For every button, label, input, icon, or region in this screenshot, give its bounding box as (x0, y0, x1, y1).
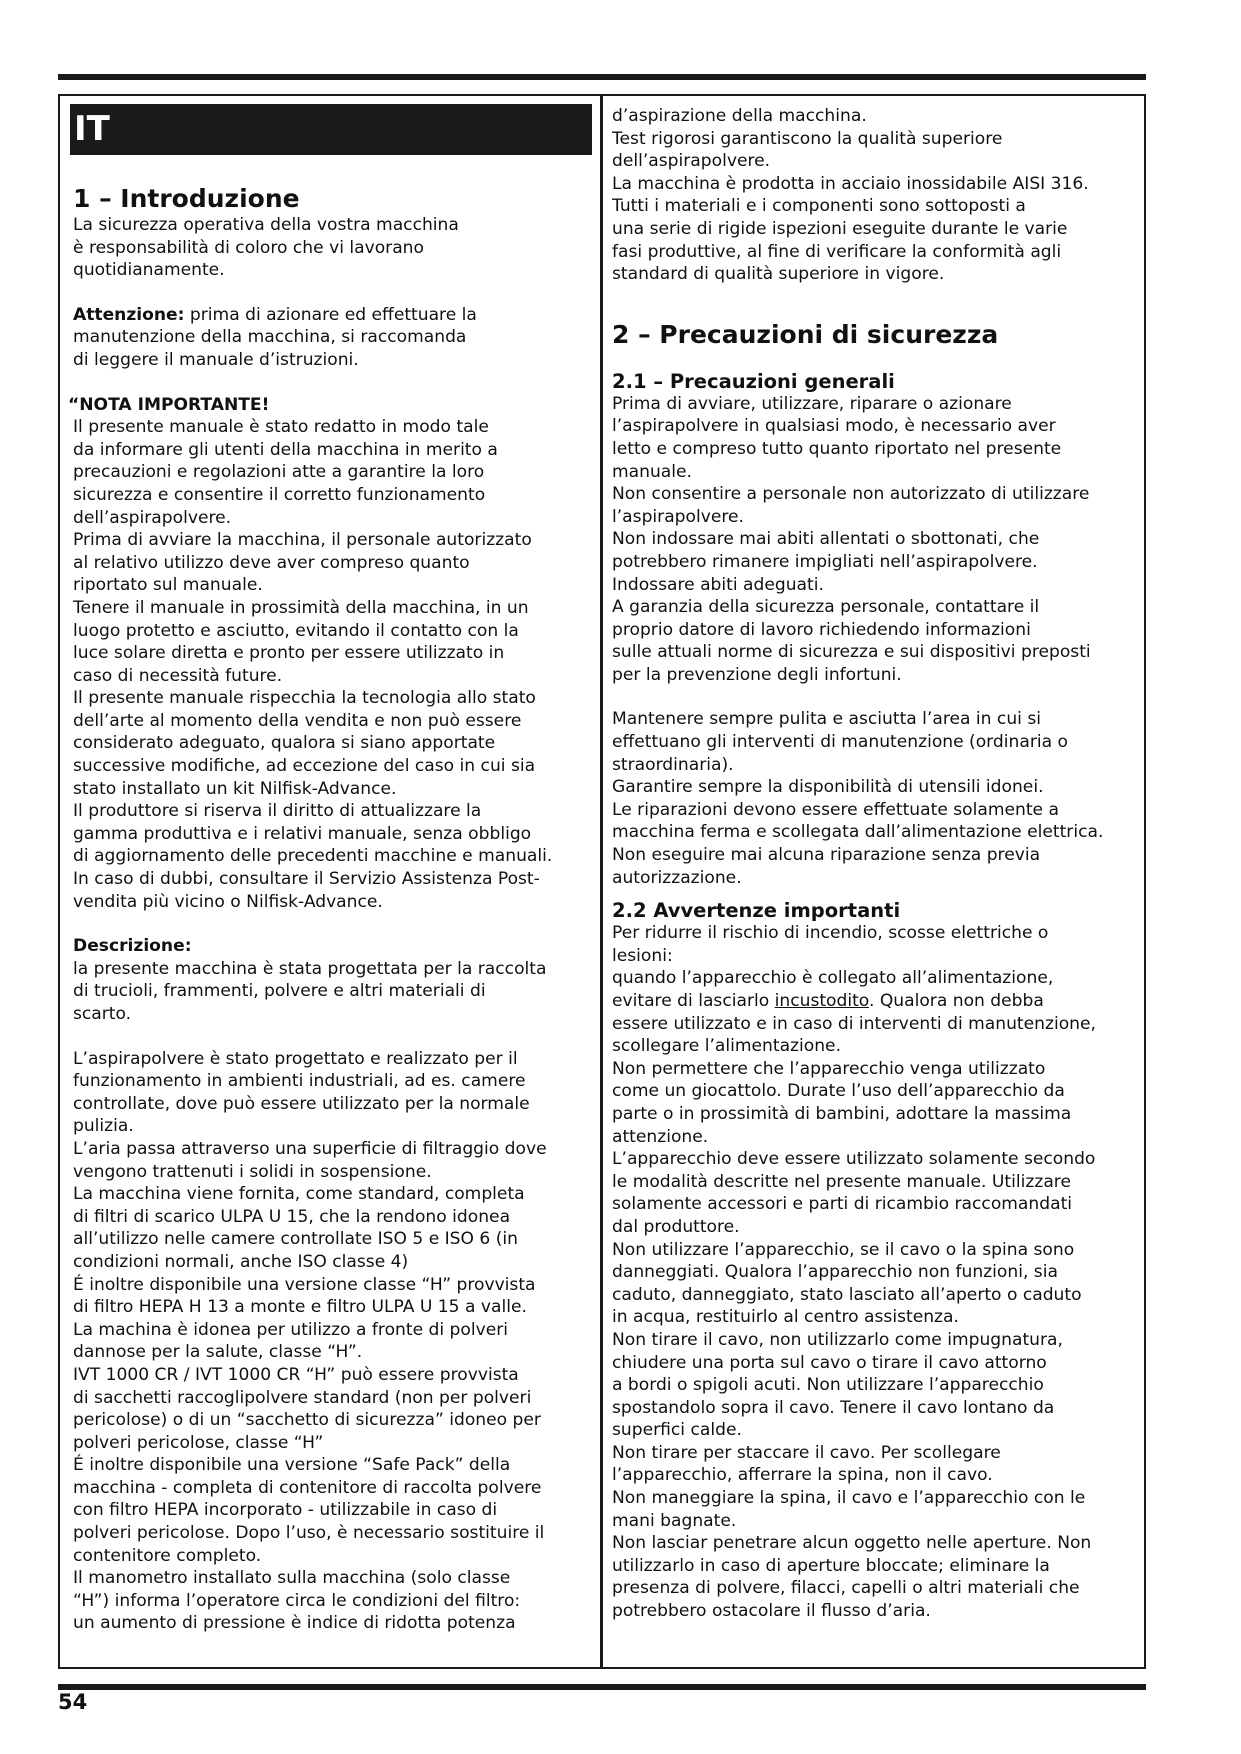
attention-text: prima di azionare ed effettuare la manutenzione della macchina, si raccomanda di leggere il manuale d’istruzioni. (73, 304, 477, 370)
intro-paragraph: La sicurezza operativa della vostra macchina è responsabilità di coloro che vi lavorano quotidianamente. (73, 215, 459, 281)
column-divider (600, 94, 603, 1669)
top-rule (58, 74, 1146, 80)
attention-label: Attenzione: (73, 304, 185, 325)
left-column (68, 104, 593, 1635)
language-tag: IT (70, 104, 592, 155)
subsection-2-1-text: Prima di avviare, utilizzare, riparare o azionare l’aspirapolvere in qualsiasi modo, è necessario aver letto e compreso tutto quanto riportato nel presente manuale. Non consentire a personale non autorizzato di utilizzare l’aspirapolvere. Non indossare mai abiti allentati o sbottonati, che potrebbero rimanere impigliati nell’aspirapolvere. Indossare abiti adeguati. A garanzia della sicurezza personale, contattare il proprio datore di lavoro richiedendo informazioni sulle attuali norme di sicurezza e sui dispositivi preposti per la prevenzione degli infortuni. (612, 393, 1091, 685)
right-column (612, 105, 1142, 1623)
subsection-2-2-title: 2.2 Avvertenze importanti (612, 899, 901, 923)
subsection-2-1-text-2: Mantenere sempre pulita e asciutta l’area in cui si effettuano gli interventi di manutenzione (ordinaria o straordinaria). Garantire sempre la disponibilità di utensili idonei. Le riparazioni devono essere effettuate solamente a macchina ferma e scollegata dall’alimentazione elettrica. Non eseguire mai alcuna riparazione senza previa autorizzazione. (612, 709, 1104, 888)
left-body-text: L’aspirapolvere è stato progettato e realizzato per il funzionamento in ambienti industriali, ad es. camere controllate, dove può essere utilizzato per la normale pulizia. L’aria passa attraverso una superficie di filtraggio dove vengono trattenuti i solidi in sospensione. La macchina viene fornita, come standard, completa di filtri di scarico ULPA U 15, che la rendono idonea all’utilizzo nelle camere controllate ISO 5 e ISO 6 (in condizioni normali, anche ISO classe 4) É inoltre disponibile una versione classe “H” provvista di filtro HEPA H 13 a monte e filtro ULPA U 15 a valle. La machina è idonea per utilizzo a fronte di polveri dannose per la salute, classe “H”. IVT 1000 CR / IVT 1000 CR “H” può essere provvista di sacchetti raccoglipolvere standard (non per polveri pericolose) o di un “sacchetto di sicurezza” idoneo per polveri pericolose, classe “H” É inoltre disponibile una versione “Safe Pack” della macchina - completa di contenitore di raccolta polvere con filtro HEPA incorporato - utilizzabile in caso di polveri pericolose. Dopo l’uso, è necessario sostituire il contenitore completo. Il manometro installato sulla macchina (solo classe “H”) informa l’operatore circa le condizioni del filtro: un aumento di pressione è indice di ridotta potenza (73, 1048, 547, 1634)
bottom-rule (58, 1684, 1146, 1690)
section-1-title: 1 – Introduzione (73, 184, 300, 213)
subsection-2-2-text-a: Per ridurre il rischio di incendio, scosse elettriche o lesioni: quando l’apparecchio è collegato all’alimentazione, evitare di lasciarlo (612, 923, 1054, 1011)
subsection-2-2-text-b: . Qualora non debba essere utilizzato e in caso di interventi di manutenzione, scollegare l’alimentazione. Non permettere che l’apparecchio venga utilizzato come un giocattolo. Durate l’uso dell’apparecchio da parte o in prossimità di bambini, adottare la massima attenzione. L’apparecchio deve essere utilizzato solamente secondo le modalità descritte nel presente manuale. Utilizzare solamente accessori e parti di ricambio raccomandati dal produttore. Non utilizzare l’apparecchio, se il cavo o la spina sono danneggiati. Qualora l’apparecchio non funzioni, sia caduto, danneggiato, stato lasciato all’aperto o caduto in acqua, restituirlo al centro assistenza. Non tirare il cavo, non utilizzarlo come impugnatura, chiudere una porta sul cavo o tirare il cavo attorno a bordi o spigoli acuti. Non utilizzare l’apparecchio spostandolo sopra il cavo. Tenere il cavo lontano da superfici calde. Non tirare per staccare il cavo. Per scollegare l’apparecchio, afferrare la spina, non il cavo. Non maneggiare la spina, il cavo e l’apparecchio con le mani bagnate. Non lasciar penetrare alcun oggetto nelle aperture. Non utilizzarlo in caso di aperture bloccate; eliminare la presenza di polvere, filacci, capelli o altri materiali che potrebbero ostacolare il flusso d’aria. (612, 991, 1096, 1622)
continued-text: d’aspirazione della macchina. Test rigorosi garantiscono la qualità superiore dell’aspirapolvere. La macchina è prodotta in acciaio inossidabile AISI 316. Tutti i materiali e i componenti sono sottoposti a una serie di rigide ispezioni eseguite durante le varie fasi produttive, al fine di verificare la conformità agli standard di qualità superiore in vigore. (612, 106, 1089, 285)
section-2-title: 2 – Precauzioni di sicurezza (612, 319, 999, 349)
attention-paragraph (73, 304, 593, 372)
subsection-2-1-title: 2.1 – Precauzioni generali (612, 369, 895, 393)
important-note-text: Il presente manuale è stato redatto in modo tale da informare gli utenti della macchina in merito a precauzioni e regolazioni atte a garantire la loro sicurezza e consentire il corretto funzionamento dell’aspirapolvere. Prima di avviare la macchina, il personale autorizzato al relativo utilizzo deve aver compreso quanto riportato sul manuale. Tenere il manuale in prossimità della macchina, in un luogo protetto e asciutto, evitando il contatto con la luce solare diretta e pronto per essere utilizzato in caso di necessità future. Il presente manuale rispecchia la tecnologia allo stato dell’arte al momento della vendita e non può essere considerato adeguato, qualora si siano apportate successive modifiche, ad eccezione del caso in cui sia stato installato un kit Nilfisk-Advance. Il produttore si riserva il diritto di attualizzare la gamma produttiva e i relativi manuale, senza obbligo di aggiornamento delle precedenti macchine e manuali. In caso di dubbi, consultare il Servizio Assistenza Post- vendita più vicino o Nilfisk-Advance. (73, 417, 553, 912)
subsection-2-2-text (612, 922, 1142, 1622)
important-note-label: “NOTA IMPORTANTE! (68, 394, 270, 415)
description-label: Descrizione: (73, 936, 192, 957)
unattended-underlined: incustodito (774, 991, 869, 1011)
description-text: la presente macchina è stata progettata per la raccolta di trucioli, frammenti, polvere e altri materiali di scarto. (73, 958, 547, 1024)
page-number: 54 (58, 1690, 88, 1714)
